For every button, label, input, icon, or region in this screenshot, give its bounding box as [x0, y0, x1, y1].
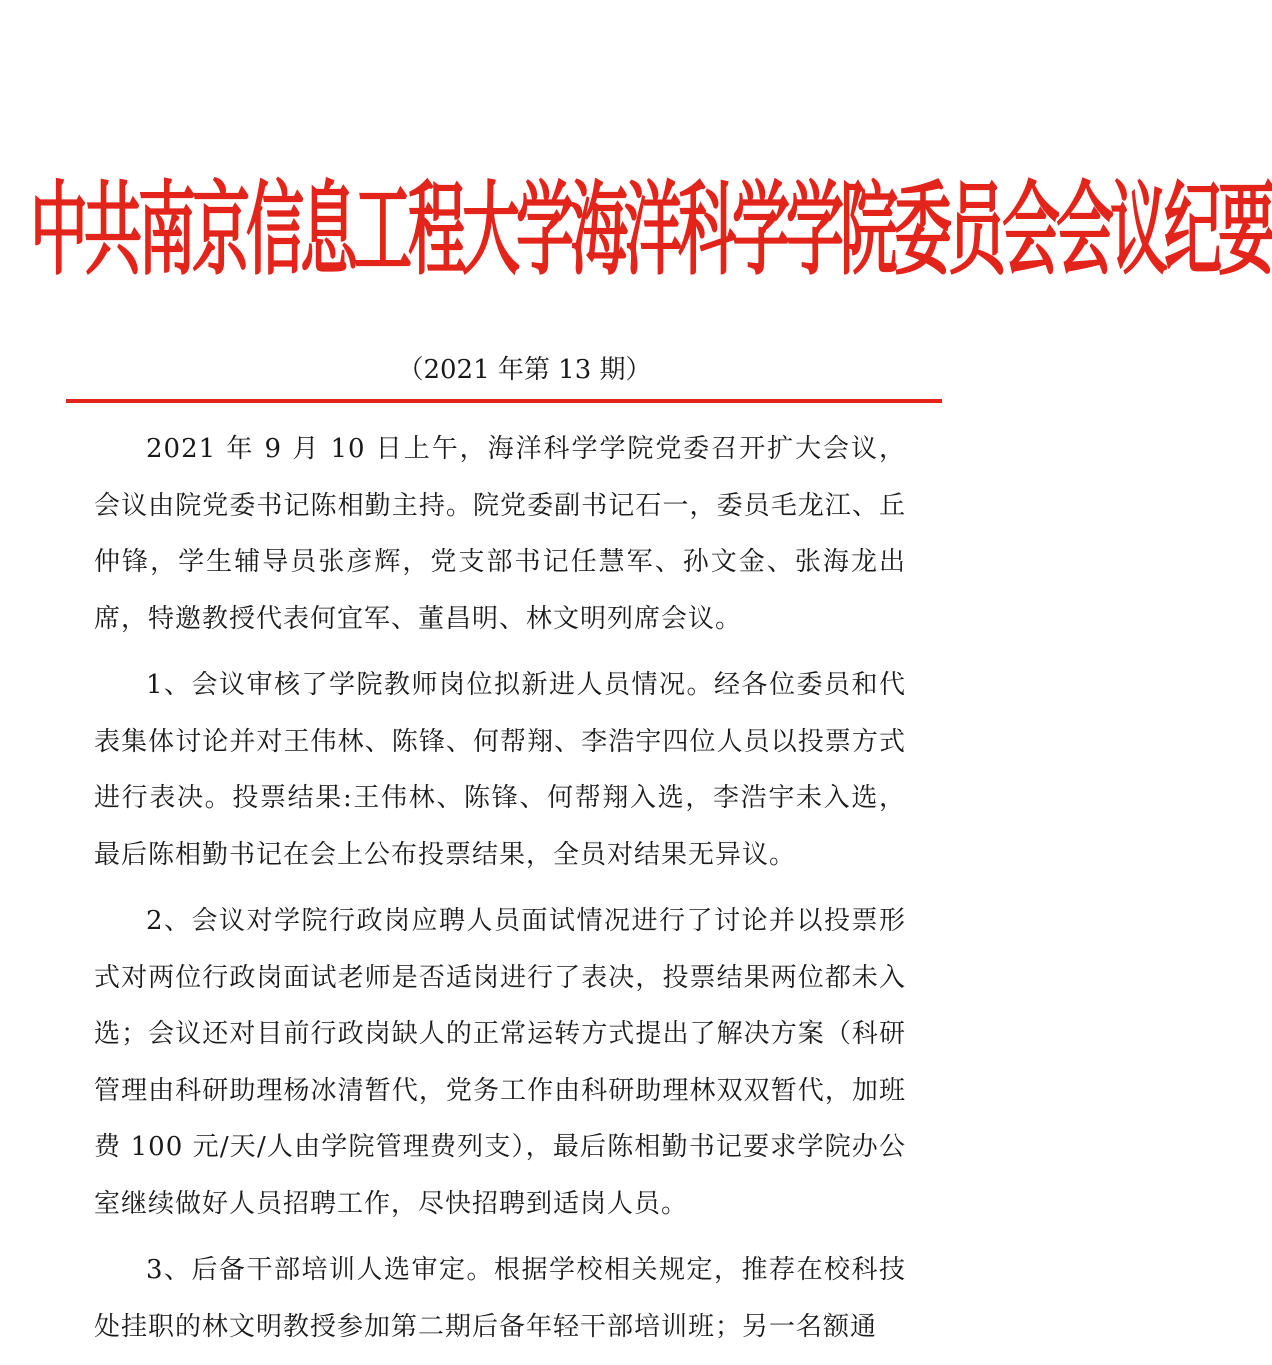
document-body — [94, 421, 906, 1365]
red-divider-line — [66, 399, 942, 403]
document-title: 中共南京信息工程大学海洋科学学院委员会会议纪要 — [30, 170, 1272, 290]
issue-number: （2021 年第 13 期） — [397, 355, 652, 385]
paragraph-item-1: 1、会议审核了学院教师岗位拟新进人员情况。经各位委员和代表集体讨论并对王伟林、陈锋、何帮翔、李浩宇四位人员以投票方式进行表决。投票结果:王伟林、陈锋、何帮翔入选，李浩宇未入选，最后陈相勤书记在会上公布投票结果，全员对结果无异议。 — [94, 670, 906, 870]
paragraph-item-3: 3、后备干部培训人选审定。根据学校相关规定，推荐在校科技处挂职的林文明教授参加第二期后备年轻干部培训班；另一名额通 — [94, 1255, 906, 1342]
paragraph-intro: 2021 年 9 月 10 日上午，海洋科学学院党委召开扩大会议，会议由院党委书记陈相勤主持。院党委副书记石一，委员毛龙江、丘仲锋，学生辅导员张彦辉，党支部书记任慧军、孙文金、张海龙出席，特邀教授代表何宜军、董昌明、林文明列席会议。 — [94, 434, 906, 634]
paragraph-item-2: 2、会议对学院行政岗应聘人员面试情况进行了讨论并以投票形式对两位行政岗面试老师是否适岗进行了表决，投票结果两位都未入选；会议还对目前行政岗缺人的正常运转方式提出了解决方案（科研管理由科研助理杨冰清暂代，党务工作由科研助理林双双暂代，加班费 100 元/天/人由学院管理费列支），最后陈相勤书记要求学院办公室继续做好人员招聘工作，尽快招聘到适岗人员。 — [94, 906, 906, 1219]
